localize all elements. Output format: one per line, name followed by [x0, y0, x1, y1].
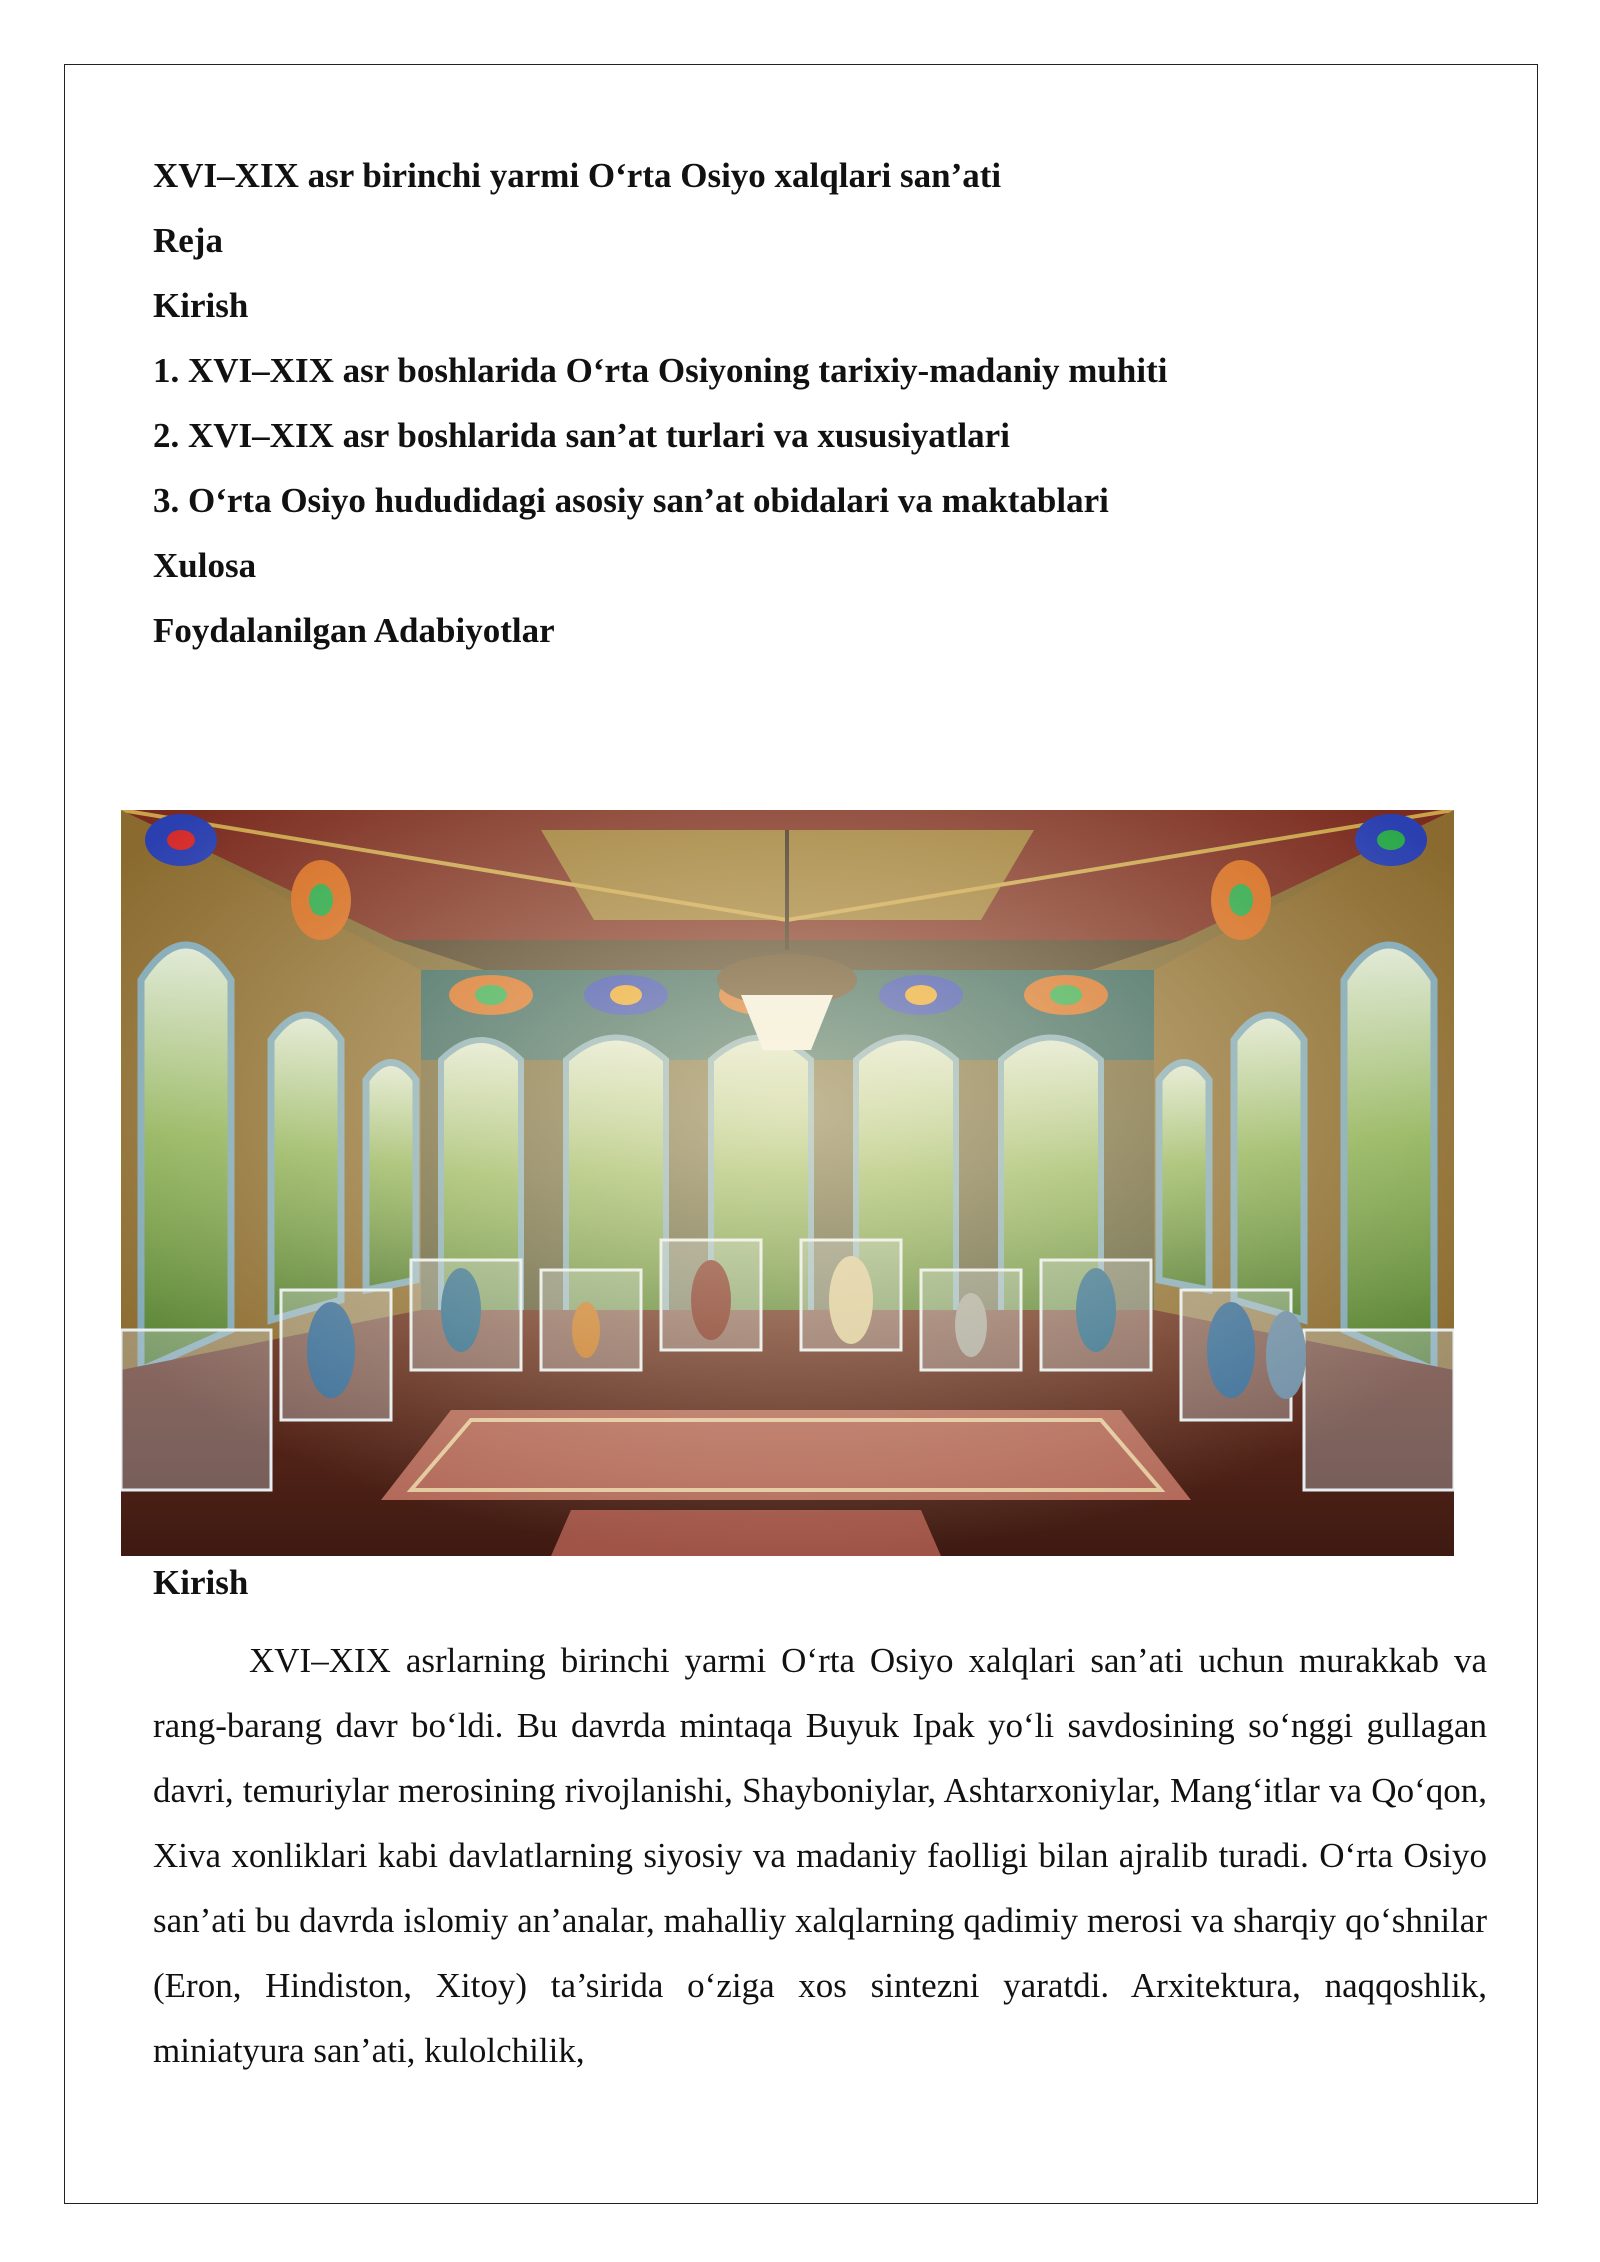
- section-heading-intro: Kirish: [153, 1563, 249, 1602]
- plan-item-intro: Kirish: [153, 286, 249, 325]
- plan-item-references: Foydalanilgan Adabiyotlar: [153, 611, 555, 650]
- plan-item-3: 3. O‘rta Osiyo hududidagi asosiy san’at obidalari va maktablari: [153, 481, 1109, 520]
- plan-heading: Reja: [153, 221, 223, 260]
- plan-item-2: 2. XVI–XIX asr boshlarida san’at turlari va xususiyatlari: [153, 416, 1010, 455]
- intro-paragraph: XVI–XIX asrlarning birinchi yarmi O‘rta Osiyo xalqlari san’ati uchun murakkab va rang-barang davr bo‘ldi. Bu davrda mintaqa Buyuk Ipak yo‘li savdosining so‘nggi gullagan davri, temuriylar merosining rivojlanishi, Shayboniylar, Ashtarxoniylar, Mang‘itlar va Qo‘qon, Xiva xonliklari kabi davlatlarning siyosiy va madaniy faolligi bilan ajralib turadi. O‘rta Osiyo san’ati bu davrda islomiy an’analar, mahalliy xalqlarning qadimiy merosi va sharqiy qo‘shnilar (Eron, Hindiston, Xitoy) ta’sirida o‘ziga xos sintezni yaratdi. Arxitektura, naqqoshlik, miniatyura san’ati, kulolchilik,: [153, 1641, 1487, 2070]
- document-title: XVI–XIX asr birinchi yarmi O‘rta Osiyo xalqlari san’ati: [153, 156, 1002, 195]
- plan-item-conclusion: Xulosa: [153, 546, 257, 585]
- palace-interior-photo: [121, 810, 1454, 1556]
- plan-item-1: 1. XVI–XIX asr boshlarida O‘rta Osiyoning tarixiy-madaniy muhiti: [153, 351, 1168, 390]
